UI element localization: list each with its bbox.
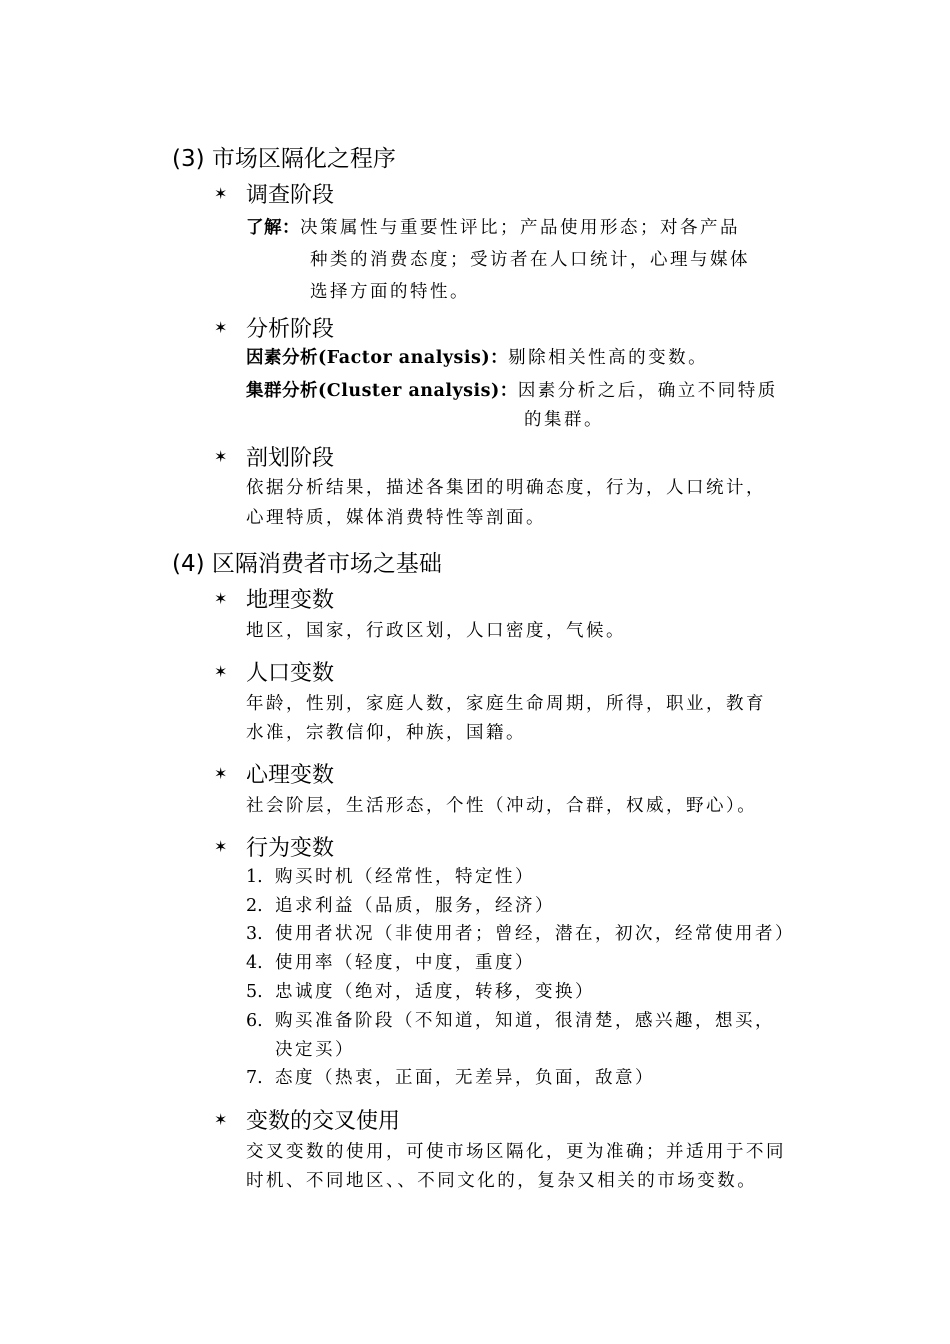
- behavior-item: 7. 态度（热衷，正面，无差异，负面，敌意）: [246, 1068, 655, 1088]
- demo-line-1: 年龄，性别，家庭人数，家庭生命周期，所得，职业，教育: [246, 694, 766, 714]
- behavior-item: 3. 使用者状况（非使用者；曾经，潜在，初次，经常使用者）: [246, 924, 795, 944]
- star-bullet-icon: ✶: [214, 837, 228, 856]
- survey-line-3: 选择方面的特性。: [310, 282, 470, 302]
- star-bullet-icon: ✶: [214, 318, 228, 337]
- cluster-analysis-line: 集群分析(Cluster analysis)：因素分析之后，确立不同特质: [246, 381, 778, 401]
- factor-analysis-label: 因素分析(Factor analysis)：: [246, 348, 509, 368]
- cluster-analysis-label: 集群分析(Cluster analysis)：: [246, 381, 518, 401]
- survey-label: 了解：: [246, 218, 300, 238]
- bullet-demographic: [214, 656, 334, 687]
- profile-line-1: 依据分析结果，描述各集团的明确态度，行为，人口统计，: [246, 478, 766, 498]
- behavior-item: 4. 使用率（轻度，中度，重度）: [246, 953, 535, 973]
- star-bullet-icon: ✶: [214, 662, 228, 681]
- bullet-survey-stage: [214, 178, 334, 209]
- behavior-item: 6. 购买准备阶段（不知道，知道，很清楚，感兴趣，想买，: [246, 1011, 775, 1031]
- survey-line-2: 种类的消费态度；受访者在人口统计，心理与媒体: [310, 250, 750, 270]
- star-bullet-icon: ✶: [214, 1110, 228, 1129]
- behavior-item-continued: 决定买）: [275, 1040, 355, 1060]
- bullet-title: 地理变数: [246, 588, 335, 613]
- bullet-analysis-stage: [214, 312, 334, 343]
- bullet-profile-stage: [214, 441, 334, 472]
- section-heading-3: (3) 市场区隔化之程序: [172, 146, 396, 172]
- behavior-item: 1. 购买时机（经常性，特定性）: [246, 867, 535, 887]
- profile-line-2: 心理特质，媒体消费特性等剖面。: [246, 508, 546, 528]
- demo-line-2: 水准，宗教信仰，种族，国籍。: [246, 723, 526, 743]
- factor-analysis-line: 因素分析(Factor analysis)：剔除相关性高的变数。: [246, 348, 709, 368]
- bullet-psychographic: [214, 758, 334, 789]
- bullet-title: 行为变数: [246, 836, 335, 861]
- cross-line-2: 时机、不同地区、、不同文化的，复杂又相关的市场变数。: [246, 1171, 758, 1191]
- bullet-title: 调查阶段: [246, 183, 335, 208]
- survey-line-1: 了解：决策属性与重要性评比；产品使用形态；对各产品: [246, 218, 740, 238]
- star-bullet-icon: ✶: [214, 589, 228, 608]
- behavior-item: 5. 忠诚度（绝对，适度，转移，变换）: [246, 982, 595, 1002]
- star-bullet-icon: ✶: [214, 764, 228, 783]
- bullet-title: 分析阶段: [246, 317, 335, 342]
- psych-line-1: 社会阶层，生活形态，个性（冲动，合群，权威，野心）。: [246, 796, 758, 816]
- bullet-title: 变数的交叉使用: [246, 1109, 401, 1134]
- star-bullet-icon: ✶: [214, 447, 228, 466]
- section-heading-4: (4) 区隔消费者市场之基础: [172, 551, 442, 577]
- bullet-title: 心理变数: [246, 763, 335, 788]
- bullet-title: 人口变数: [246, 661, 335, 686]
- bullet-title: 剖划阶段: [246, 446, 335, 471]
- bullet-cross-variables: [214, 1104, 400, 1135]
- behavior-item: 2. 追求利益（品质，服务，经济）: [246, 896, 555, 916]
- star-bullet-icon: ✶: [214, 184, 228, 203]
- bullet-geographic: [214, 583, 334, 614]
- bullet-behavioral: [214, 831, 334, 862]
- cluster-analysis-line-2: 的集群。: [524, 410, 604, 430]
- geo-line-1: 地区，国家，行政区划，人口密度，气候。: [246, 621, 626, 641]
- cross-line-1: 交叉变数的使用，可使市场区隔化，更为准确；并适用于不同: [246, 1142, 786, 1162]
